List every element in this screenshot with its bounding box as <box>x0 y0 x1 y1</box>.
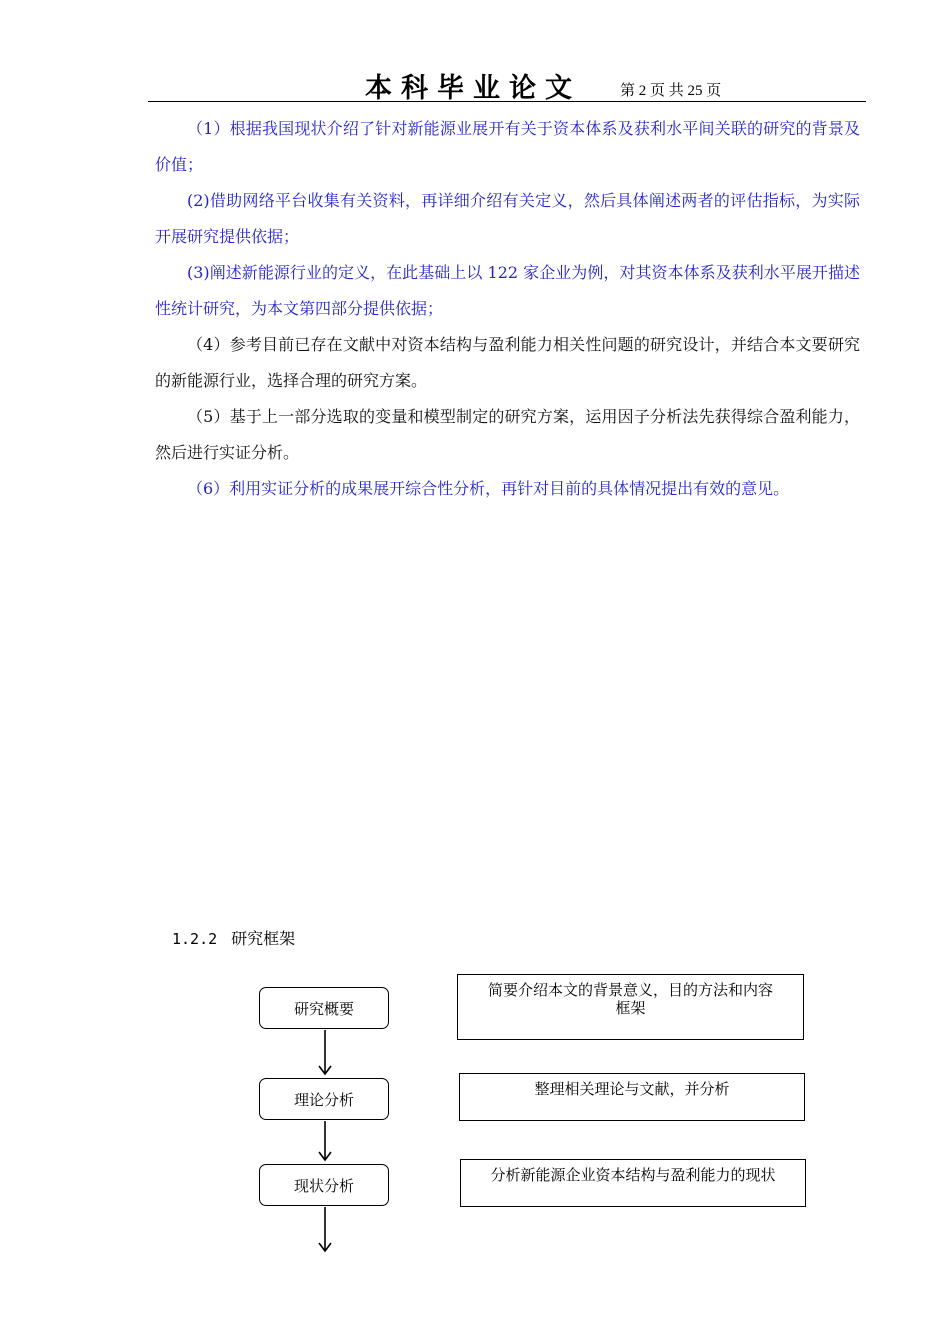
section-title: 研究框架 <box>231 929 296 948</box>
flow-step-1-label: 研究概要 <box>293 999 354 1018</box>
paragraph-3: (3)阐述新能源行业的定义，在此基础上以 122 家企业为例，对其资本体系及获利水平展开描述性统计研究，为本文第四部分提供依据； <box>155 263 860 318</box>
paragraph-1: （1）根据我国现状介绍了针对新能源业展开有关于资本体系及获利水平间关联的研究的背景及价值； <box>155 119 860 174</box>
paragraph-5: （5）基于上一部分选取的变量和模型制定的研究方案，运用因子分析法先获得综合盈利能力，然后进行实证分析。 <box>155 407 860 462</box>
paragraph-4: （4）参考目前已存在文献中对资本结构与盈利能力相关性问题的研究设计，并结合本文要研究的新能源行业，选择合理的研究方案。 <box>155 335 860 390</box>
section-number: 1.2.2 <box>172 930 218 948</box>
paragraph-6: （6）利用实证分析的成果展开综合性分析，再针对目前的具体情况提出有效的意见。 <box>187 479 790 498</box>
document-header-title: 本科毕业论文 <box>365 73 581 104</box>
flow-step-2-description-text: 整理相关理论与文献，并分析 <box>534 1080 730 1098</box>
flow-step-3-description-text: 分析新能源企业资本结构与盈利能力的现状 <box>490 1166 776 1184</box>
paragraph-2: (2)借助网络平台收集有关资料，再详细介绍有关定义，然后具体阐述两者的评估指标，为实际开展研究提供依据； <box>155 191 860 246</box>
flow-step-3-label: 现状分析 <box>293 1176 354 1195</box>
page-number-info: 第 2 页 共 25 页 <box>620 83 722 99</box>
flow-step-2-label: 理论分析 <box>293 1090 354 1109</box>
flow-step-1-description-text: 简要介绍本文的背景意义，目的方法和内容框架 <box>488 981 774 1017</box>
